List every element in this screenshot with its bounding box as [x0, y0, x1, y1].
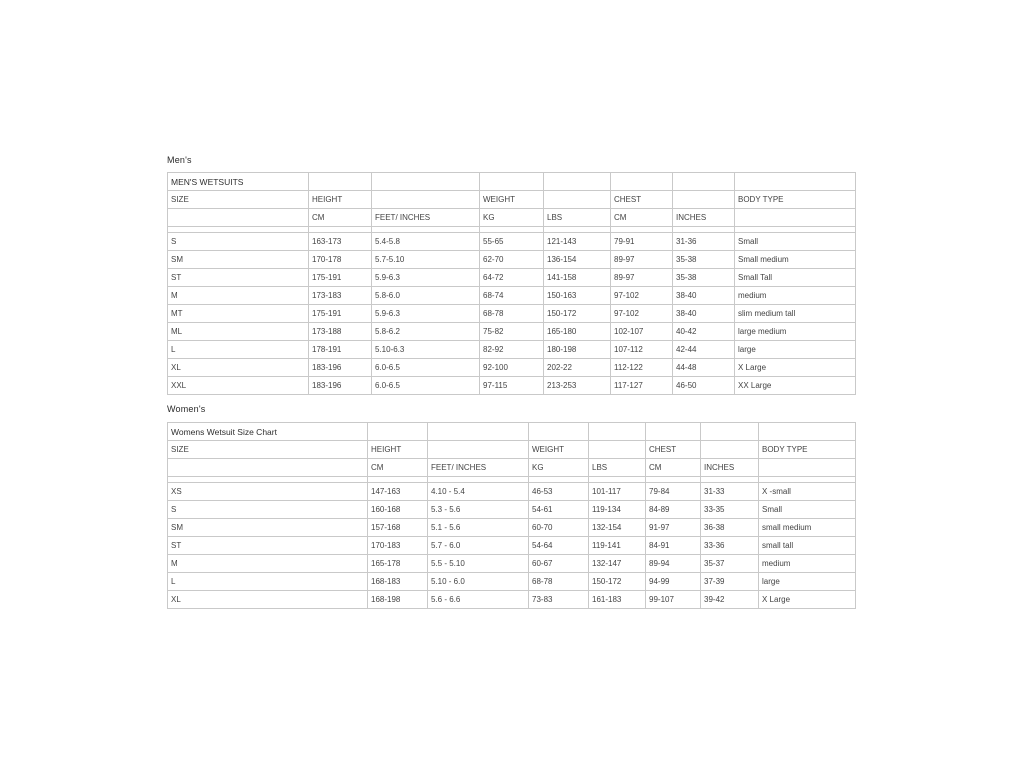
table-cell: 160-168 [368, 501, 428, 519]
table-cell: 46-53 [529, 483, 589, 501]
table-cell: 42-44 [673, 341, 735, 359]
table-cell: 54-61 [529, 501, 589, 519]
table-cell: ML [168, 323, 309, 341]
table-cell: 107-112 [611, 341, 673, 359]
table-cell: 5.4-5.8 [372, 233, 480, 251]
table-cell: 150-163 [544, 287, 611, 305]
table-cell: X -small [759, 483, 856, 501]
table-cell: 60-67 [529, 555, 589, 573]
table-row [168, 591, 856, 609]
empty-cell [372, 173, 480, 191]
unit-header: LBS [589, 459, 646, 477]
table-cell: 132-154 [589, 519, 646, 537]
table-cell: SM [168, 251, 309, 269]
table-cell: MT [168, 305, 309, 323]
table-cell: S [168, 233, 309, 251]
table-title-row [168, 173, 856, 191]
column-header: HEIGHT [368, 441, 428, 459]
table-row [168, 537, 856, 555]
header-row [168, 191, 856, 209]
table-cell: 84-89 [646, 501, 701, 519]
table-title-row [168, 423, 856, 441]
unit-header: CM [368, 459, 428, 477]
table-cell: 5.8-6.2 [372, 323, 480, 341]
table-cell: 38-40 [673, 287, 735, 305]
table-row [168, 251, 856, 269]
table-cell: 150-172 [544, 305, 611, 323]
table-cell: 5.7-5.10 [372, 251, 480, 269]
table-row [168, 269, 856, 287]
column-header: SIZE [168, 191, 309, 209]
table-cell: 117-127 [611, 377, 673, 395]
empty-cell [701, 423, 759, 441]
table-row [168, 519, 856, 537]
table-cell: large [759, 573, 856, 591]
table-cell: 170-183 [368, 537, 428, 555]
table-cell: 55-65 [480, 233, 544, 251]
table-cell: 35-38 [673, 251, 735, 269]
table-cell: 64-72 [480, 269, 544, 287]
column-header [428, 441, 529, 459]
table-title: Womens Wetsuit Size Chart [168, 423, 368, 441]
header-row [168, 441, 856, 459]
table-cell: 89-94 [646, 555, 701, 573]
table-cell: 68-74 [480, 287, 544, 305]
table-cell: 89-97 [611, 251, 673, 269]
table-cell: 168-183 [368, 573, 428, 591]
table-cell: XXL [168, 377, 309, 395]
column-header: BODY TYPE [735, 191, 856, 209]
table-row [168, 359, 856, 377]
column-header [372, 191, 480, 209]
table-row [168, 287, 856, 305]
table-cell: 119-141 [589, 537, 646, 555]
empty-cell [480, 173, 544, 191]
table-cell: 73-83 [529, 591, 589, 609]
table-cell: 33-35 [701, 501, 759, 519]
table-cell: 39-42 [701, 591, 759, 609]
unit-header [759, 459, 856, 477]
mens-section-heading: Men's [167, 155, 192, 165]
empty-cell [368, 423, 428, 441]
column-header: WEIGHT [529, 441, 589, 459]
table-cell: 31-36 [673, 233, 735, 251]
unit-header [168, 459, 368, 477]
table-cell: 150-172 [589, 573, 646, 591]
table-cell: 178-191 [309, 341, 372, 359]
table-row [168, 483, 856, 501]
table-cell: L [168, 573, 368, 591]
table-cell: small medium [759, 519, 856, 537]
table-cell: 175-191 [309, 269, 372, 287]
table-cell: 5.3 - 5.6 [428, 501, 529, 519]
table-cell: 79-84 [646, 483, 701, 501]
table-cell: 102-107 [611, 323, 673, 341]
table-cell: 119-134 [589, 501, 646, 519]
table-cell: 5.9-6.3 [372, 305, 480, 323]
table-cell: 147-163 [368, 483, 428, 501]
table-cell: ST [168, 537, 368, 555]
column-header: SIZE [168, 441, 368, 459]
table-cell: 79-91 [611, 233, 673, 251]
table-cell: 35-37 [701, 555, 759, 573]
empty-cell [611, 173, 673, 191]
column-header [589, 441, 646, 459]
empty-cell [529, 423, 589, 441]
table-cell: medium [735, 287, 856, 305]
table-cell: 91-97 [646, 519, 701, 537]
table-row [168, 323, 856, 341]
column-header: WEIGHT [480, 191, 544, 209]
table-cell: Small [759, 501, 856, 519]
table-cell: 5.10-6.3 [372, 341, 480, 359]
table-cell: 180-198 [544, 341, 611, 359]
table-cell: 44-48 [673, 359, 735, 377]
column-header: HEIGHT [309, 191, 372, 209]
table-cell: M [168, 555, 368, 573]
unit-header: FEET/ INCHES [428, 459, 529, 477]
table-cell: L [168, 341, 309, 359]
table-row [168, 233, 856, 251]
table-cell: 46-50 [673, 377, 735, 395]
table-cell: 112-122 [611, 359, 673, 377]
table-cell: 97-115 [480, 377, 544, 395]
table-cell: 136-154 [544, 251, 611, 269]
table-cell: 89-97 [611, 269, 673, 287]
table-cell: S [168, 501, 368, 519]
table-cell: 213-253 [544, 377, 611, 395]
column-header: CHEST [611, 191, 673, 209]
table-cell: 62-70 [480, 251, 544, 269]
table-cell: 5.6 - 6.6 [428, 591, 529, 609]
table-cell: X Large [735, 359, 856, 377]
table-cell: 33-36 [701, 537, 759, 555]
column-header: BODY TYPE [759, 441, 856, 459]
table-cell: 163-173 [309, 233, 372, 251]
unit-header [735, 209, 856, 227]
empty-cell [646, 423, 701, 441]
subheader-row [168, 459, 856, 477]
table-cell: medium [759, 555, 856, 573]
column-header [673, 191, 735, 209]
table-cell: 94-99 [646, 573, 701, 591]
unit-header: KG [529, 459, 589, 477]
table-cell: XX Large [735, 377, 856, 395]
empty-cell [589, 423, 646, 441]
table-cell: 183-196 [309, 377, 372, 395]
table-cell: 5.9-6.3 [372, 269, 480, 287]
table-cell: 6.0-6.5 [372, 377, 480, 395]
empty-cell [673, 173, 735, 191]
table-cell: 31-33 [701, 483, 759, 501]
table-cell: 99-107 [646, 591, 701, 609]
table-cell: 5.8-6.0 [372, 287, 480, 305]
table-cell: 68-78 [480, 305, 544, 323]
mens-size-table [167, 172, 856, 395]
table-cell: 75-82 [480, 323, 544, 341]
table-cell: 97-102 [611, 305, 673, 323]
table-cell: 36-38 [701, 519, 759, 537]
table-row [168, 501, 856, 519]
table-cell: 202-22 [544, 359, 611, 377]
table-cell: 141-158 [544, 269, 611, 287]
table-cell: 168-198 [368, 591, 428, 609]
table-cell: 161-183 [589, 591, 646, 609]
table-title: MEN'S WETSUITS [168, 173, 309, 191]
table-cell: 165-178 [368, 555, 428, 573]
table-row [168, 377, 856, 395]
table-cell: 92-100 [480, 359, 544, 377]
unit-header: INCHES [701, 459, 759, 477]
unit-header [168, 209, 309, 227]
unit-header: LBS [544, 209, 611, 227]
unit-header: INCHES [673, 209, 735, 227]
unit-header: CM [646, 459, 701, 477]
subheader-row [168, 209, 856, 227]
table-cell: large medium [735, 323, 856, 341]
table-cell: 157-168 [368, 519, 428, 537]
table-cell: 82-92 [480, 341, 544, 359]
empty-cell [544, 173, 611, 191]
unit-header: KG [480, 209, 544, 227]
table-cell: M [168, 287, 309, 305]
empty-cell [759, 423, 856, 441]
empty-cell [309, 173, 372, 191]
womens-section-heading: Women's [167, 404, 206, 414]
table-cell: 5.1 - 5.6 [428, 519, 529, 537]
table-cell: 40-42 [673, 323, 735, 341]
table-cell: 121-143 [544, 233, 611, 251]
table-cell: 173-183 [309, 287, 372, 305]
table-cell: 97-102 [611, 287, 673, 305]
table-row [168, 573, 856, 591]
table-cell: 5.5 - 5.10 [428, 555, 529, 573]
table-cell: SM [168, 519, 368, 537]
table-cell: 170-178 [309, 251, 372, 269]
table-cell: 68-78 [529, 573, 589, 591]
table-cell: 165-180 [544, 323, 611, 341]
womens-size-table [167, 422, 856, 609]
empty-cell [428, 423, 529, 441]
column-header [544, 191, 611, 209]
table-cell: 4.10 - 5.4 [428, 483, 529, 501]
table-cell: XL [168, 359, 309, 377]
table-cell: 6.0-6.5 [372, 359, 480, 377]
table-cell: ST [168, 269, 309, 287]
unit-header: CM [611, 209, 673, 227]
table-cell: Small medium [735, 251, 856, 269]
table-cell: 132-147 [589, 555, 646, 573]
table-cell: 35-38 [673, 269, 735, 287]
table-row [168, 555, 856, 573]
table-cell: slim medium tall [735, 305, 856, 323]
unit-header: CM [309, 209, 372, 227]
table-cell: small tall [759, 537, 856, 555]
table-cell: 54-64 [529, 537, 589, 555]
table-cell: 60-70 [529, 519, 589, 537]
table-cell: 183-196 [309, 359, 372, 377]
column-header [701, 441, 759, 459]
table-cell: 37-39 [701, 573, 759, 591]
empty-cell [735, 173, 856, 191]
table-cell: 38-40 [673, 305, 735, 323]
table-cell: XL [168, 591, 368, 609]
table-cell: 5.7 - 6.0 [428, 537, 529, 555]
table-cell: XS [168, 483, 368, 501]
table-cell: 5.10 - 6.0 [428, 573, 529, 591]
table-cell: 173-188 [309, 323, 372, 341]
table-cell: large [735, 341, 856, 359]
table-cell: X Large [759, 591, 856, 609]
table-cell: 101-117 [589, 483, 646, 501]
table-cell: 84-91 [646, 537, 701, 555]
unit-header: FEET/ INCHES [372, 209, 480, 227]
table-cell: Small Tall [735, 269, 856, 287]
column-header: CHEST [646, 441, 701, 459]
table-cell: 175-191 [309, 305, 372, 323]
table-row [168, 341, 856, 359]
table-row [168, 305, 856, 323]
table-cell: Small [735, 233, 856, 251]
